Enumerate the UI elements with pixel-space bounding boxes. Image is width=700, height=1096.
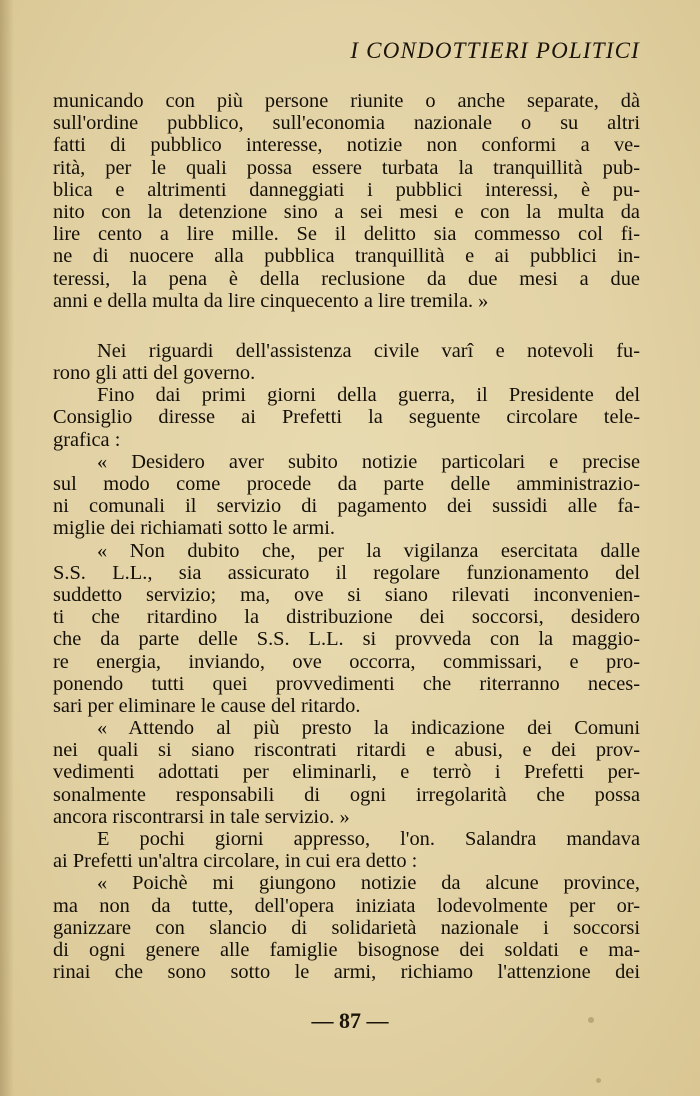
- text-line: grafica :: [53, 428, 121, 451]
- text-line: « Poichè mi giungono notizie da alcune province,: [97, 872, 640, 895]
- text-line: ponendo tutti quei provvedimenti che riterranno neces-: [53, 672, 640, 695]
- text-line: suddetto servizio; ma, ove si siano rilevati inconvenien-: [53, 583, 640, 606]
- text-line: E pochi giorni appresso, l'on. Salandra mandava: [97, 828, 640, 850]
- text-line: « Attendo al più presto la indicazione dei Comuni: [97, 717, 640, 740]
- text-line: re energia, inviando, ove occorra, commissari, e pro-: [53, 650, 640, 673]
- text-line: ai Prefetti un'altra circolare, in cui era detto :: [53, 850, 418, 873]
- text-line: miglie dei richiamati sotto le armi.: [53, 517, 335, 540]
- text-line: municando con più persone riunite o anche separate, dà: [53, 90, 640, 112]
- text-line: Fino dai primi giorni della guerra, il Presidente del: [97, 384, 640, 407]
- text-line: sari per eliminare le cause del ritardo.: [53, 694, 361, 717]
- text-line: ganizzare con slancio di solidarietà nazionale i soccorsi: [53, 916, 640, 939]
- body-text: [53, 90, 640, 983]
- text-line: anni e della multa da lire cinquecento a lire tremila. »: [53, 289, 489, 312]
- paragraph-5: [53, 540, 640, 718]
- text-line: ancora riscontrarsi in tale servizio. »: [53, 805, 350, 828]
- text-line: teressi, la pena è della reclusione da due mesi a due: [53, 267, 640, 290]
- text-line: lire cento a lire mille. Se il delitto sia commesso col fi-: [53, 223, 640, 246]
- paragraph-4: [53, 451, 640, 540]
- text-line: Consiglio diresse ai Prefetti la seguente circolare tele-: [53, 406, 640, 429]
- paper-speck: [588, 1017, 594, 1023]
- paragraph-3: [53, 384, 640, 451]
- text-line: vedimenti adottati per eliminarli, e terrò i Prefetti per-: [53, 761, 640, 784]
- text-line: nei quali si siano riscontrati ritardi e abusi, e dei prov-: [53, 739, 640, 762]
- paragraph-8: [53, 872, 640, 983]
- paragraph-1: [53, 90, 640, 312]
- section-gap: [53, 312, 640, 340]
- page-number: — 87 —: [311, 1008, 389, 1033]
- text-line: ni comunali il servizio di pagamento dei sussidi alle fa-: [53, 495, 640, 518]
- text-line: ti che ritardino la distribuzione dei soccorsi, desidero: [53, 606, 640, 629]
- text-line: rità, per le quali possa essere turbata la tranquillità pub-: [53, 156, 640, 179]
- gutter-shadow: [0, 0, 14, 1096]
- text-line: fatti di pubblico interesse, notizie non conformi a ve-: [53, 134, 640, 157]
- text-line: « Desidero aver subito notizie particolari e precise: [97, 450, 640, 473]
- paper-speck: [596, 1078, 601, 1083]
- text-line: sull'ordine pubblico, sull'economia nazionale o su altri: [53, 112, 640, 135]
- text-line: sonalmente responsabili di ogni irregolarità che possa: [53, 783, 640, 806]
- text-line: sul modo come procede da parte delle amministrazio-: [53, 473, 640, 495]
- text-line: ne di nuocere alla pubblica tranquillità e ai pubblici in-: [53, 245, 640, 268]
- text-line: S.S. L.L., sia assicurato il regolare funzionamento del: [53, 561, 640, 584]
- text-line: che da parte delle S.S. L.L. si provveda con la maggio-: [53, 628, 640, 651]
- text-line: rinai che sono sotto le armi, richiamo l'attenzione dei: [53, 961, 640, 984]
- text-line: di ogni genere alle famiglie bisognose dei soldati e ma-: [53, 938, 640, 961]
- text-line: rono gli atti del governo.: [53, 362, 256, 385]
- text-line: « Non dubito che, per la vigilanza esercitata dalle: [97, 539, 640, 562]
- paragraph-2: [53, 340, 640, 384]
- running-header: I CONDOTTIERI POLITICI: [350, 38, 640, 63]
- text-line: Nei riguardi dell'assistenza civile varî e notevoli fu-: [97, 339, 640, 362]
- text-line: blica e altrimenti danneggiati i pubblici interessi, è pu-: [53, 178, 640, 201]
- text-line: nito con la detenzione sino a sei mesi e con la multa da: [53, 200, 640, 223]
- text-line: ma non da tutte, dell'opera iniziata lodevolmente per or-: [53, 894, 640, 917]
- paragraph-7: [53, 828, 640, 872]
- paragraph-6: [53, 717, 640, 828]
